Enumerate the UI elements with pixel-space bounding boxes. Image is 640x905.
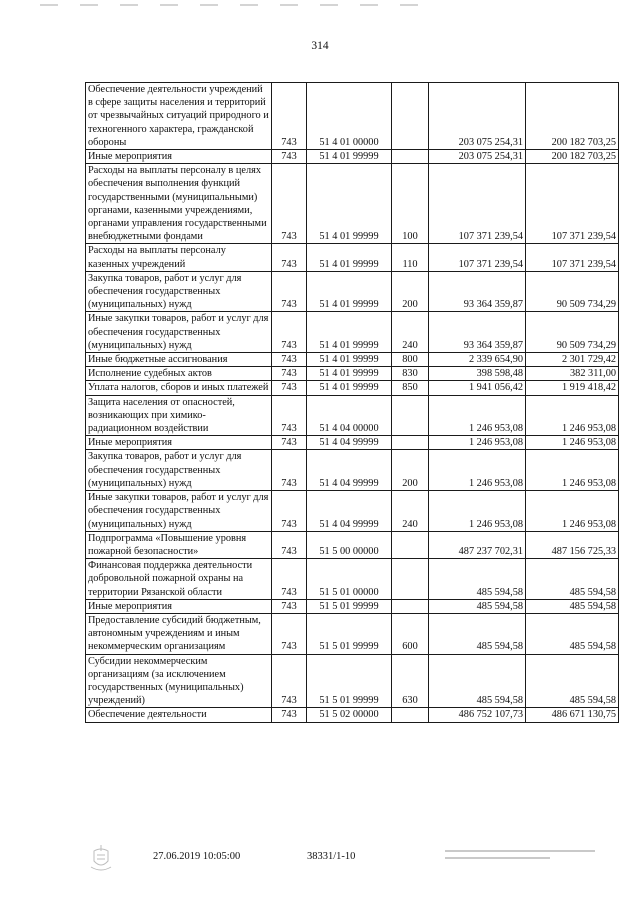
row-amount-2: 107 371 239,54 <box>526 164 619 244</box>
row-amount-1: 203 075 254,31 <box>429 150 526 164</box>
row-amount-2: 90 509 734,29 <box>526 312 619 353</box>
table-row <box>86 353 619 367</box>
row-vr-code <box>392 599 429 613</box>
row-ved-code: 743 <box>272 708 307 722</box>
row-ved-code: 743 <box>272 244 307 271</box>
table-row <box>86 271 619 312</box>
row-ved-code: 743 <box>272 559 307 600</box>
row-amount-2: 382 311,00 <box>526 367 619 381</box>
table-row <box>86 436 619 450</box>
table-row <box>86 450 619 491</box>
row-csr-code: 51 4 01 99999 <box>307 164 392 244</box>
row-name: Расходы на выплаты персоналу в целях обеспечения выполнения функций государственными (муниципальными) органами, казенными учреждениями, органами управления государственными внебюджетными фондами <box>86 164 272 244</box>
row-amount-1: 1 246 953,08 <box>429 450 526 491</box>
row-csr-code: 51 5 01 99999 <box>307 613 392 654</box>
row-vr-code: 240 <box>392 312 429 353</box>
row-name: Иные мероприятия <box>86 599 272 613</box>
table-row <box>86 531 619 558</box>
row-amount-2: 1 919 418,42 <box>526 381 619 395</box>
row-ved-code: 743 <box>272 613 307 654</box>
row-name: Иные закупки товаров, работ и услуг для обеспечения государственных (муниципальных) нужд <box>86 491 272 532</box>
row-name: Уплата налогов, сборов и иных платежей <box>86 381 272 395</box>
row-amount-1: 2 339 654,90 <box>429 353 526 367</box>
row-amount-1: 487 237 702,31 <box>429 531 526 558</box>
row-csr-code: 51 4 01 99999 <box>307 150 392 164</box>
row-vr-code <box>392 708 429 722</box>
row-name: Обеспечение деятельности <box>86 708 272 722</box>
row-ved-code: 743 <box>272 271 307 312</box>
footer-date: 27.06.2019 10:05:00 <box>153 851 241 862</box>
row-vr-code <box>392 150 429 164</box>
row-amount-1: 93 364 359,87 <box>429 271 526 312</box>
row-amount-1: 107 371 239,54 <box>429 244 526 271</box>
row-vr-code <box>392 83 429 150</box>
row-name: Расходы на выплаты персоналу казенных учреждений <box>86 244 272 271</box>
table-row <box>86 83 619 150</box>
row-ved-code: 743 <box>272 312 307 353</box>
row-amount-2: 1 246 953,08 <box>526 395 619 436</box>
row-amount-1: 485 594,58 <box>429 654 526 708</box>
row-csr-code: 51 4 01 99999 <box>307 271 392 312</box>
row-amount-2: 1 246 953,08 <box>526 450 619 491</box>
row-amount-2: 485 594,58 <box>526 654 619 708</box>
row-amount-1: 1 246 953,08 <box>429 491 526 532</box>
row-csr-code: 51 4 04 99999 <box>307 491 392 532</box>
table-row <box>86 613 619 654</box>
page-footer <box>0 847 640 877</box>
table-row <box>86 150 619 164</box>
row-amount-1: 203 075 254,31 <box>429 83 526 150</box>
table-row <box>86 491 619 532</box>
row-name: Иные мероприятия <box>86 150 272 164</box>
row-name: Предоставление субсидий бюджетным, автономным учреждениям и иным некоммерческим организациям <box>86 613 272 654</box>
table-row <box>86 559 619 600</box>
row-ved-code: 743 <box>272 83 307 150</box>
row-amount-2: 485 594,58 <box>526 559 619 600</box>
row-ved-code: 743 <box>272 395 307 436</box>
row-vr-code <box>392 436 429 450</box>
page-number: 314 <box>311 40 329 52</box>
crest-stamp-icon <box>88 843 114 873</box>
row-name: Субсидии некоммерческим организациям (за исключением государственных (муниципальных) учреждений) <box>86 654 272 708</box>
faint-signature-mark <box>445 847 595 864</box>
row-amount-1: 93 364 359,87 <box>429 312 526 353</box>
row-csr-code: 51 4 01 99999 <box>307 367 392 381</box>
row-csr-code: 51 4 04 99999 <box>307 436 392 450</box>
row-vr-code: 110 <box>392 244 429 271</box>
row-ved-code: 743 <box>272 353 307 367</box>
row-amount-1: 486 752 107,73 <box>429 708 526 722</box>
row-csr-code: 51 5 01 99999 <box>307 599 392 613</box>
row-ved-code: 743 <box>272 654 307 708</box>
row-ved-code: 743 <box>272 531 307 558</box>
row-vr-code <box>392 559 429 600</box>
row-csr-code: 51 4 01 99999 <box>307 312 392 353</box>
row-name: Обеспечение деятельности учреждений в сфере защиты населения и территорий от чрезвычайных ситуаций природного и техногенного характера, гражданской обороны <box>86 83 272 150</box>
row-amount-1: 485 594,58 <box>429 599 526 613</box>
table-row <box>86 395 619 436</box>
row-name: Защита населения от опасностей, возникающих при химико-радиационном воздействии <box>86 395 272 436</box>
row-ved-code: 743 <box>272 599 307 613</box>
row-csr-code: 51 4 01 00000 <box>307 83 392 150</box>
row-ved-code: 743 <box>272 150 307 164</box>
row-vr-code: 600 <box>392 613 429 654</box>
row-ved-code: 743 <box>272 491 307 532</box>
row-name: Закупка товаров, работ и услуг для обеспечения государственных (муниципальных) нужд <box>86 450 272 491</box>
row-vr-code <box>392 531 429 558</box>
row-csr-code: 51 4 04 00000 <box>307 395 392 436</box>
row-name: Финансовая поддержка деятельности добровольной пожарной охраны на территории Рязанской области <box>86 559 272 600</box>
row-amount-2: 1 246 953,08 <box>526 491 619 532</box>
row-amount-1: 398 598,48 <box>429 367 526 381</box>
row-amount-2: 200 182 703,25 <box>526 150 619 164</box>
row-amount-2: 2 301 729,42 <box>526 353 619 367</box>
table-row <box>86 244 619 271</box>
row-ved-code: 743 <box>272 381 307 395</box>
scan-artifact-marks <box>40 4 440 6</box>
row-vr-code: 800 <box>392 353 429 367</box>
row-name: Закупка товаров, работ и услуг для обеспечения государственных (муниципальных) нужд <box>86 271 272 312</box>
row-vr-code: 830 <box>392 367 429 381</box>
row-amount-2: 487 156 725,33 <box>526 531 619 558</box>
row-ved-code: 743 <box>272 164 307 244</box>
footer-document-id: 38331/1-10 <box>307 851 356 862</box>
row-name: Иные закупки товаров, работ и услуг для обеспечения государственных (муниципальных) нужд <box>86 312 272 353</box>
row-name: Иные бюджетные ассигнования <box>86 353 272 367</box>
row-vr-code: 630 <box>392 654 429 708</box>
row-vr-code: 200 <box>392 271 429 312</box>
row-amount-2: 107 371 239,54 <box>526 244 619 271</box>
row-csr-code: 51 5 01 99999 <box>307 654 392 708</box>
table-row <box>86 367 619 381</box>
row-vr-code: 240 <box>392 491 429 532</box>
table-row <box>86 381 619 395</box>
row-csr-code: 51 5 02 00000 <box>307 708 392 722</box>
row-ved-code: 743 <box>272 436 307 450</box>
row-ved-code: 743 <box>272 367 307 381</box>
table-row <box>86 312 619 353</box>
row-csr-code: 51 4 01 99999 <box>307 381 392 395</box>
row-vr-code: 200 <box>392 450 429 491</box>
row-csr-code: 51 4 01 99999 <box>307 353 392 367</box>
row-ved-code: 743 <box>272 450 307 491</box>
row-csr-code: 51 5 00 00000 <box>307 531 392 558</box>
row-vr-code <box>392 395 429 436</box>
row-name: Исполнение судебных актов <box>86 367 272 381</box>
table-row <box>86 164 619 244</box>
budget-table <box>85 82 619 723</box>
row-amount-2: 485 594,58 <box>526 599 619 613</box>
row-csr-code: 51 4 04 99999 <box>307 450 392 491</box>
row-vr-code: 100 <box>392 164 429 244</box>
row-csr-code: 51 5 01 00000 <box>307 559 392 600</box>
row-amount-2: 1 246 953,08 <box>526 436 619 450</box>
row-amount-1: 1 941 056,42 <box>429 381 526 395</box>
row-name: Подпрограмма «Повышение уровня пожарной безопасности» <box>86 531 272 558</box>
row-amount-1: 107 371 239,54 <box>429 164 526 244</box>
table-row <box>86 599 619 613</box>
row-amount-1: 485 594,58 <box>429 613 526 654</box>
row-amount-1: 1 246 953,08 <box>429 395 526 436</box>
row-amount-1: 1 246 953,08 <box>429 436 526 450</box>
row-csr-code: 51 4 01 99999 <box>307 244 392 271</box>
table-row <box>86 708 619 722</box>
row-amount-2: 485 594,58 <box>526 613 619 654</box>
row-amount-1: 485 594,58 <box>429 559 526 600</box>
row-amount-2: 200 182 703,25 <box>526 83 619 150</box>
row-amount-2: 486 671 130,75 <box>526 708 619 722</box>
row-amount-2: 90 509 734,29 <box>526 271 619 312</box>
row-vr-code: 850 <box>392 381 429 395</box>
table-row <box>86 654 619 708</box>
row-name: Иные мероприятия <box>86 436 272 450</box>
